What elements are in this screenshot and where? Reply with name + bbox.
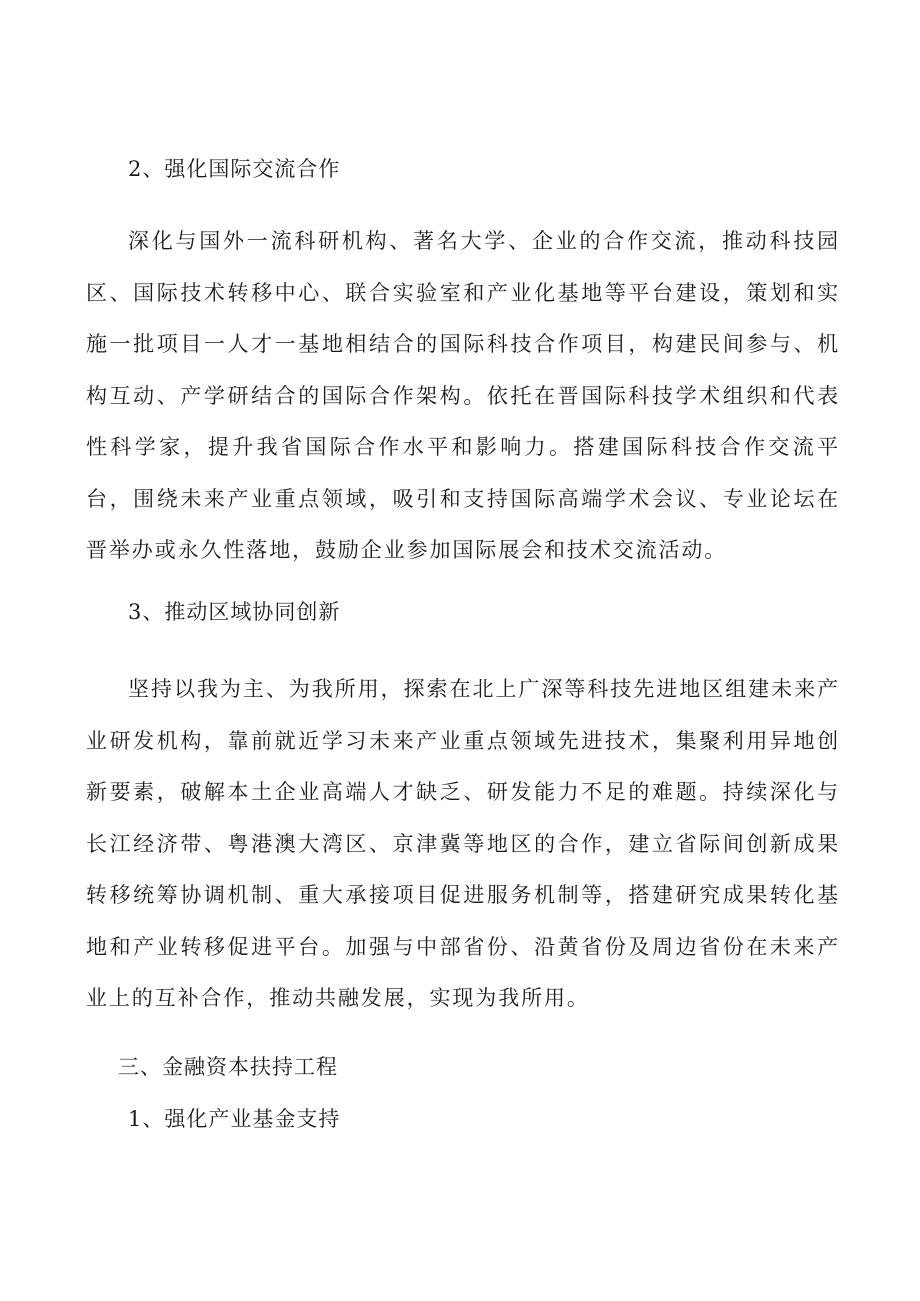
section-2-paragraph: 深化与国外一流科研机构、著名大学、企业的合作交流，推动科技园区、国际技术转移中心、联合实验室和产业化基地等平台建设，策划和实施一批项目一人才一基地相结合的国际科技合作项目，构建民间参与、机构互动、产学研结合的国际合作架构。依托在晋国际科技学术组织和代表性科学家，提升我省国际合作水平和影响力。搭建国际科技合作交流平台，围绕未来产业重点领域，吸引和支持国际高端学术会议、专业论坛在晋举办或永久性落地，鼓励企业参加国际展会和技术交流活动。 (86, 229, 840, 562)
section-3-paragraph: 坚持以我为主、为我所用，探索在北上广深等科技先进地区组建未来产业研发机构，靠前就近学习未来产业重点领域先进技术，集聚利用异地创新要素，破解本土企业高端人才缺乏、研发能力不足的难题。持续深化与长江经济带、粤港澳大湾区、京津冀等地区的合作，建立省际间创新成果转移统筹协调机制、重大承接项目促进服务机制等，搭建研究成果转化基地和产业转移促进平台。加强与中部省份、沿黄省份及周边省份在未来产业上的互补合作，推动共融发展，实现为我所用。 (86, 677, 840, 1010)
section-3-heading: 3、推动区域协同创新 (128, 600, 341, 624)
subsection-1-heading: 1、强化产业基金支持 (128, 1107, 341, 1131)
chapter-3-heading: 三、金融资本扶持工程 (118, 1055, 338, 1079)
section-2-heading: 2、强化国际交流合作 (128, 157, 341, 181)
